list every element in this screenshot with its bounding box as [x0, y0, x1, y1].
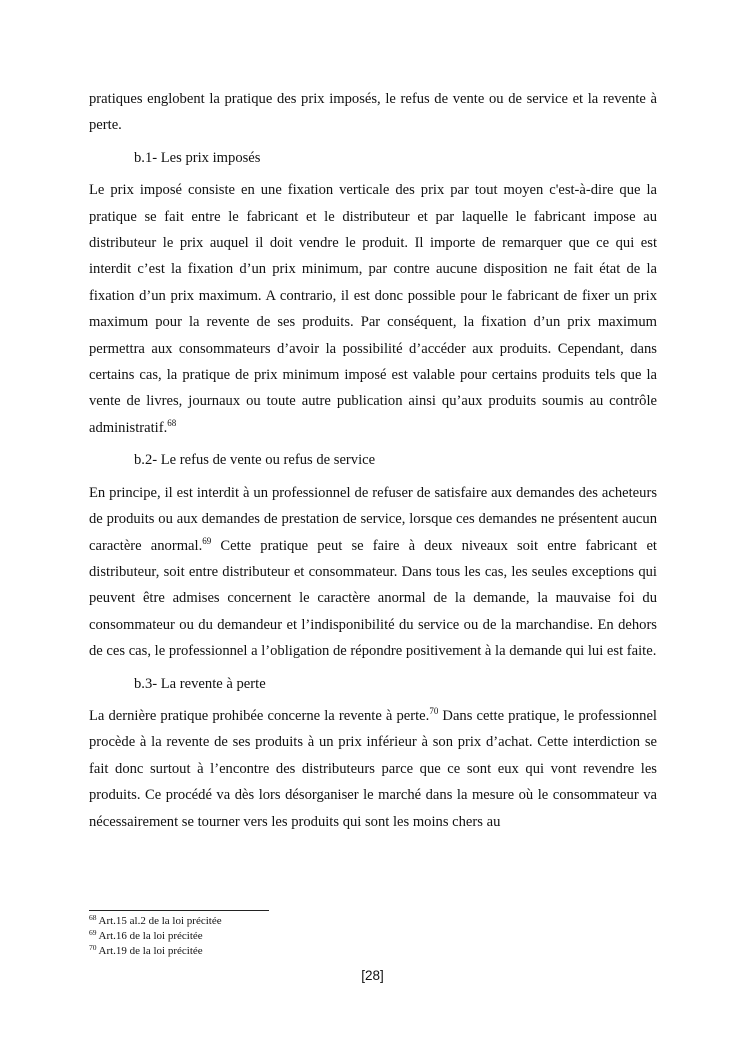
- footnote-ref-68[interactable]: 68: [167, 417, 177, 428]
- heading-b2-refus-de-vente: b.2- Le refus de vente ou refus de service: [134, 452, 376, 469]
- footnote-text: Art.15 al.2 de la loi précitée: [98, 915, 222, 927]
- heading-b3-revente-a-perte: b.3- La revente à perte: [134, 675, 266, 692]
- paragraph-b3-text-start: La dernière pratique prohibée concerne la revente à perte.: [89, 707, 430, 724]
- footnote-number: 69: [89, 928, 97, 937]
- footnote-separator: [89, 910, 269, 911]
- paragraph-b3: [89, 703, 657, 835]
- paragraph-b2: [89, 480, 657, 665]
- footnote-ref-70[interactable]: 70: [429, 705, 439, 716]
- footnotes: [89, 914, 489, 959]
- footnote-69: [89, 929, 489, 944]
- intro-paragraph: pratiques englobent la pratique des prix imposés, le refus de vente ou de service et la revente à perte.: [89, 91, 657, 134]
- body-text: [89, 86, 657, 835]
- footnote-text: Art.19 de la loi précitée: [98, 945, 203, 957]
- paragraph-b1: [89, 177, 657, 441]
- footnote-ref-69[interactable]: 69: [202, 535, 212, 546]
- footnote-68: [89, 914, 489, 929]
- paragraph-b2-text-start: En principe, il est interdit à un professionnel de refuser de satisfaire aux demandes des acheteurs de produits ou aux demandes de prestation de service, lorsque ces demandes ne présentent aucun caractère anormal.: [89, 484, 657, 554]
- footnote-number: 70: [89, 943, 97, 952]
- footnote-number: 68: [89, 913, 97, 922]
- page-number: [28]: [361, 968, 384, 983]
- paragraph-b2-text-end: Cette pratique peut se faire à deux niveaux soit entre fabricant et distributeur, soit entre distributeur et consommateur. Dans tous les cas, les seules exceptions qui peuvent être admises concernent le caractère anormal de la demande, la mauvaise foi du consommateur ou du demandeur et l’indisponibilité du service ou de la marchandise. En dehors de ces cas, le professionnel a l’obligation de répondre positivement à la demande qui lui est faite.: [89, 537, 657, 660]
- footnote-70: [89, 944, 489, 959]
- paragraph-b3-text-end: Dans cette pratique, le professionnel procède à la revente de ses produits à un prix inférieur à son prix d’achat. Cette interdiction se fait donc surtout à l’encontre des distributeurs parce que ce sont eux qui vont revendre les produits. Ce procédé va dès lors désorganiser le marché dans la mesure où le consommateur va nécessairement se tourner vers les produits qui sont les moins chers au: [89, 707, 657, 830]
- heading-b1-prix-imposes: b.1- Les prix imposés: [134, 149, 261, 166]
- footnote-text: Art.16 de la loi précitée: [98, 930, 203, 942]
- paragraph-b1-text: Le prix imposé consiste en une fixation verticale des prix par tout moyen c'est-à-dire que la pratique se fait entre le fabricant et le distributeur et par laquelle le fabricant impose au distributeur le prix auquel il doit vendre le produit. Il importe de remarquer que ce qui est interdit c’est la fixation d’un prix minimum, par contre aucune disposition ne fait état de la fixation d’un prix maximum. A contrario, il est donc possible pour le fabricant de fixer un prix maximum pour la revente de ses produits. Par conséquent, la fixation d’un prix maximum permettra aux consommateurs d’avoir la possibilité d’accéder aux produits. Cependant, dans certains cas, la pratique de prix minimum imposé est valable pour certains produits tels que la vente de livres, journaux ou toute autre publication ainsi qu’aux produits soumis au contrôle administratif.: [89, 182, 657, 436]
